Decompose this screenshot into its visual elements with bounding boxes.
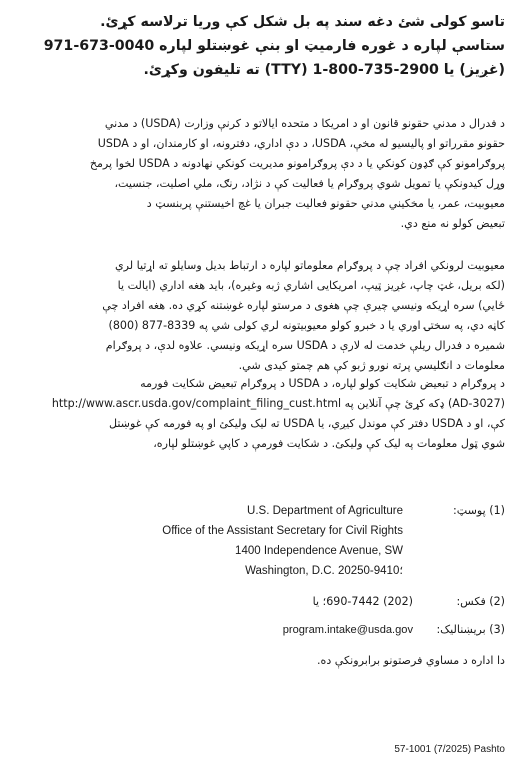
paragraph-line: ځایي) سره اړیکه ونیسي چیرې چې هغوی د مرستو لپاره غوښتنه کړي ده. هغه افراد چې (102, 299, 505, 312)
paragraph-line: کاڼه دي، په سختۍ اوري یا د خبرو کولو معیوبیتونه لري کولی شي په 8339-877 (800) (108, 319, 505, 332)
paragraph-line: شمیره د فدرال ریلې خدمت له لارې د USDA سره اړیکه ونیسي. علاوه لدې، د پروګرام (105, 339, 505, 352)
email-label: (3) بریښنالیک: (436, 623, 505, 636)
paragraph-line: کې، او د USDA دفتر کې موندل کیږي، یا USDA ته لیک ولیکئ او په فورمه کې غوښتل (108, 417, 505, 430)
paragraph-line: شوي ټول معلومات په لیک کې ولیکئ. د شکایت فورمې د کاپي غوښتلو لپاره، (153, 437, 505, 450)
header-line-2: ستاسې لپاره د غوره فارمیټ او بنې غوښتلو لپاره 0040-673-971 (43, 38, 505, 54)
address-line: U.S. Department of Agriculture (247, 505, 403, 517)
paragraph-line: (لکه بریل، غټ چاپ، غږیز ټیپ، امریکایی اشاري ژبه وغیره)، باید هغه اداري (ایالت یا (117, 279, 505, 292)
nondiscrimination-paragraph (18, 114, 505, 234)
mailing-address (162, 501, 403, 581)
paragraph-line: د پروګرام د تبعیض شکایت کولو لپاره، د USDA د پروګرام تبعیض شکایت فورمه (140, 377, 505, 390)
complaint-paragraph (18, 374, 505, 454)
paragraph-line: وړل کیدونکې یا تمویل شوي پروګرام یا فعالیت کې د نژاد، رنګ، ملي اصلیت، جنسیت، (114, 177, 505, 190)
header-line-1: تاسو کولی شئ دغه سند په بل شکل کې وریا ترلاسه کړئ. (100, 14, 505, 30)
email-address[interactable]: program.intake@usda.gov (282, 624, 413, 636)
paragraph-line: حقونو مقرراتو او پالیسیو له مخې، USDA، د دې اداري، دفترونه، او کارمندان، او د USDA (97, 137, 505, 150)
paragraph-line: معیوبیت، عمر، یا مخکیني مدني حقونو فعالیت جبران یا غچ اخیستنې پربنسټ د (146, 197, 505, 210)
paragraph-line: (AD-3027) ډکه کړئ چې آنلاین په http://www.ascr.usda.gov/complaint_filing_cust.html (51, 397, 505, 410)
address-line: Office of the Assistant Secretary for Civil Rights (162, 525, 403, 537)
paragraph-line: معلومات د انګلیسي پرته نورو ژبو کې هم چمتو کیدی شي. (238, 359, 505, 372)
form-identifier: 57-1001 (7/2025) Pashto (394, 744, 505, 755)
header-line-3: (غږیز) یا 2900-735-800-1 (TTY) ته تلیفون وکړئ. (143, 62, 505, 78)
disability-paragraph (18, 256, 505, 376)
address-line: Washington, D.C. 20250-9410؛ (245, 565, 403, 577)
equal-opportunity-statement: دا اداره د مساوي فرصتونو برابرونکې ده. (317, 654, 505, 667)
paragraph-line: د فدرال د مدني حقونو قانون او د امریکا د متحده ایالاتو د کرنې وزارت (USDA) د مدني (104, 117, 505, 130)
paragraph-line: تبعیض کولو نه منع دي. (400, 217, 505, 230)
mail-label: (1) پوسټ: (453, 504, 505, 517)
paragraph-line: معیوبیت لرونکي افراد چې د پروګرام معلوماتو لپاره د ارتباط بدیل وسایلو ته اړتیا لري (114, 259, 505, 272)
fax-label: (2) فکس: (456, 595, 505, 608)
header-notice (18, 10, 505, 82)
address-line: 1400 Independence Avenue, SW (235, 545, 403, 557)
paragraph-line: پروګرامونو کې ګډون کونکي یا د دې پروګرامونو مدیریت کونکي نهادونه د USDA لخوا پرمخ (89, 157, 505, 170)
fax-number: (202) 690-7442؛ یا (312, 595, 413, 608)
